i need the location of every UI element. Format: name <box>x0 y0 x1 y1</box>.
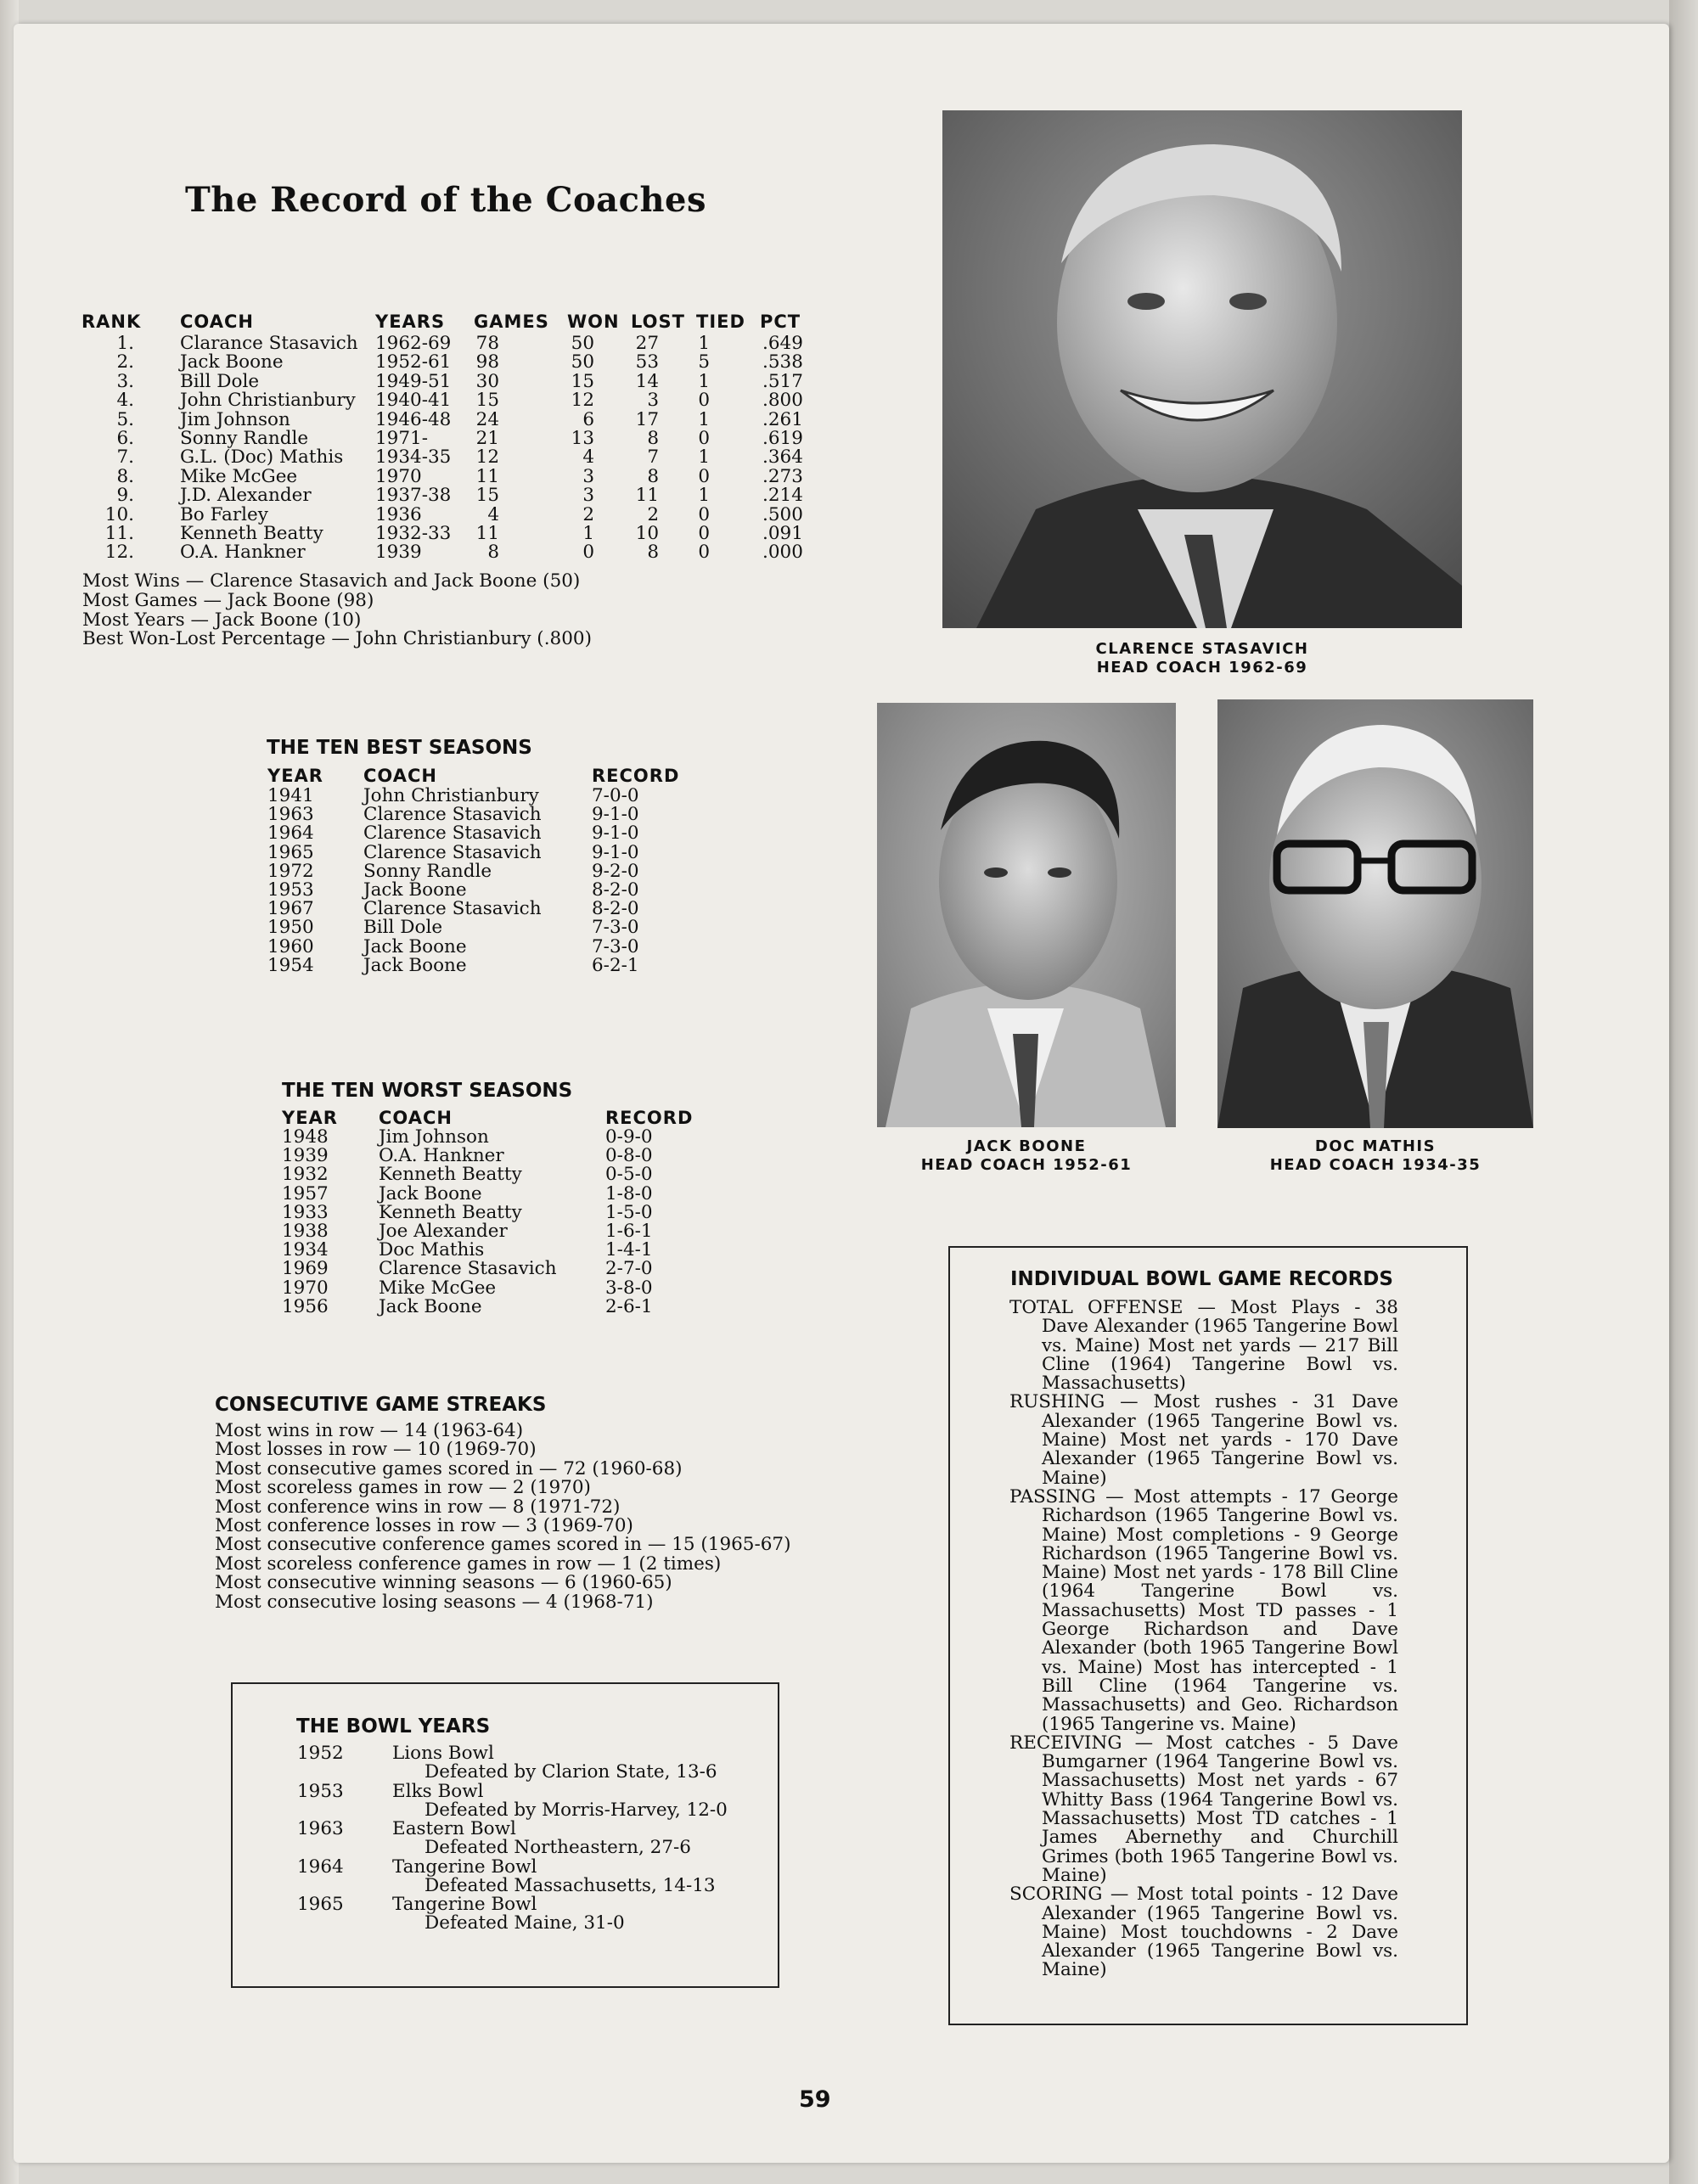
table-cell: 1972 <box>267 860 314 882</box>
table-cell: 1934-35 <box>375 446 452 469</box>
table-cell: 7-3-0 <box>592 935 639 957</box>
streak-line: Most wins in row — 14 (1963-64) <box>215 1420 524 1441</box>
table-cell: 7 <box>647 446 659 469</box>
table-cell: 1-5-0 <box>605 1201 653 1223</box>
summary-line: Most Games — Jack Boone (98) <box>82 589 374 611</box>
coach-table-header-rank: RANK <box>82 312 142 332</box>
table-cell: 17 <box>635 408 659 430</box>
table-cell: 4 <box>582 446 594 469</box>
table-cell: .000 <box>762 542 803 564</box>
table-cell: 1963 <box>267 804 314 826</box>
bowl-record-text: — Most Plays - 38 Dave Alexander (1965 Tangerine Bowl vs. Maine) Most net yards — 217 Bill Cline (1964) Tangerine Bowl vs. Massachusetts) <box>1042 1297 1398 1395</box>
table-cell: 53 <box>635 351 659 373</box>
table-cell: 11 <box>635 485 659 507</box>
table-cell: 0 <box>698 428 710 449</box>
table-cell: 1939 <box>375 542 422 564</box>
table-cell: 13 <box>571 428 594 449</box>
table-cell: 0 <box>698 465 710 487</box>
table-cell: Mike McGee <box>180 465 298 487</box>
table-cell: 8. <box>116 465 134 487</box>
summary-line: Best Won-Lost Percentage — John Christianbury (.800) <box>82 628 592 650</box>
table-cell: .538 <box>762 351 803 373</box>
bowl-record-entry <box>1009 1299 1398 1393</box>
bowl-name: Elks Bowl <box>392 1780 484 1802</box>
best-seasons-heading: THE TEN BEST SEASONS <box>267 737 532 759</box>
caption-name: DOC MATHIS <box>1314 1137 1437 1155</box>
table-cell: 9-1-0 <box>592 823 639 845</box>
table-cell: 1971- <box>375 428 428 449</box>
table-cell: 11. <box>104 523 134 544</box>
table-cell: 10 <box>635 523 659 544</box>
table-cell: Mike McGee <box>379 1277 497 1299</box>
table-cell: Jack Boone <box>363 879 467 901</box>
streak-line: Most consecutive conference games scored in — 15 (1965-67) <box>215 1534 791 1556</box>
table-cell: 1962-69 <box>375 333 452 354</box>
caption-name: CLARENCE STASAVICH <box>1095 640 1309 658</box>
table-cell: .619 <box>762 428 803 449</box>
table-cell: 3 <box>582 465 594 487</box>
table-cell: 15 <box>571 370 594 392</box>
bowl-result: Defeated Northeastern, 27-6 <box>424 1837 691 1859</box>
table-cell: .800 <box>762 390 803 412</box>
bowl-record-category: PASSING <box>1009 1485 1096 1507</box>
table-cell: 1933 <box>282 1201 329 1223</box>
table-cell: .649 <box>762 333 803 354</box>
bowl-result: Defeated by Morris-Harvey, 12-0 <box>424 1799 728 1821</box>
table-cell: 30 <box>475 370 499 392</box>
table-cell: 1932 <box>282 1164 329 1186</box>
table-cell: 2. <box>116 351 134 373</box>
table-cell: 9-1-0 <box>592 804 639 826</box>
table-cell: 10. <box>104 503 134 525</box>
bowl-year: 1964 <box>297 1856 344 1878</box>
table-cell: 1949-51 <box>375 370 452 392</box>
table-cell: 2-7-0 <box>605 1258 653 1280</box>
table-cell: 6. <box>116 428 134 449</box>
bowl-name: Tangerine Bowl <box>392 1894 537 1915</box>
table-cell: .500 <box>762 503 803 525</box>
table-cell: 1946-48 <box>375 408 452 430</box>
table-cell: John Christianbury <box>363 785 539 806</box>
bowl-record-category: RUSHING <box>1009 1391 1105 1413</box>
table-cell: Jack Boone <box>363 954 467 976</box>
table-cell: Sonny Randle <box>180 428 309 449</box>
table-cell: 12. <box>104 542 134 564</box>
streak-line: Most scoreless conference games in row — 1 (2 times) <box>215 1552 722 1575</box>
table-cell: 8 <box>647 428 659 449</box>
table-cell: G.L. (Doc) Mathis <box>180 446 344 469</box>
bowl-records-heading: INDIVIDUAL BOWL GAME RECORDS <box>1010 1268 1393 1290</box>
table-cell: 11 <box>475 465 499 487</box>
table-cell: 2-6-1 <box>605 1295 653 1317</box>
table-cell: 1950 <box>267 917 314 939</box>
streaks-heading: CONSECUTIVE GAME STREAKS <box>215 1394 547 1416</box>
table-cell: 1956 <box>282 1295 329 1317</box>
page-edge <box>1669 0 1698 2184</box>
table-cell: 2 <box>647 503 659 525</box>
table-cell: 3. <box>116 370 134 392</box>
bowl-record-category: RECEIVING <box>1009 1732 1122 1754</box>
table-cell: 1964 <box>267 823 314 845</box>
best_seasons-header-coach: COACH <box>363 766 437 786</box>
worst-seasons-heading: THE TEN WORST SEASONS <box>282 1080 573 1102</box>
photo-clarence-stasavich <box>942 110 1462 628</box>
caption-clarence-stasavich <box>942 640 1462 677</box>
table-cell: 1953 <box>267 879 314 901</box>
coach-table-header-won: WON <box>567 312 620 332</box>
table-cell: 0 <box>698 542 710 564</box>
table-cell: Clarence Stasavich <box>363 823 542 845</box>
table-cell: 7-0-0 <box>592 785 639 806</box>
streak-line: Most consecutive winning seasons — 6 (1960-65) <box>215 1572 672 1594</box>
bowl-record-entry <box>1009 1485 1398 1735</box>
worst_seasons-header-year: YEAR <box>282 1108 338 1128</box>
table-cell: 1936 <box>375 503 422 525</box>
photo-doc-mathis <box>1217 699 1533 1128</box>
bowl-record-text: — Most attempts - 17 George Richardson (1965 Tangerine Bowl vs. Maine) Most completions - 9 George Richardson (1965 Tangerine Bowl vs. Maine) Most net yards - 178 Bill Cline (1964 Tangerine Bowl vs. Massachusetts) Most TD passes - 1 George Richardson and Dave Alexander (both 1965 Tangerine Bowl vs. Maine) Most has intercepted - 1 Bill Cline (1964 Tangerine vs. Massachusetts) and Geo. Richardson (1965 Tangerine vs. Maine) <box>1042 1485 1398 1735</box>
streak-line: Most consecutive games scored in — 72 (1960-68) <box>215 1457 683 1479</box>
table-cell: Jack Boone <box>379 1295 482 1317</box>
bowl-record-entry <box>1009 1734 1398 1885</box>
table-cell: 1939 <box>282 1145 329 1167</box>
coach-table-header-games: GAMES <box>474 312 549 332</box>
page-title: The Record of the Coaches <box>185 180 707 220</box>
table-cell: Kenneth Beatty <box>379 1201 522 1223</box>
bowl-record-text: — Most total points - 12 Dave Alexander (1965 Tangerine Bowl vs. Maine) Most touchdowns - 2 Dave Alexander (1965 Tangerine Bowl vs. Maine) <box>1042 1884 1398 1981</box>
bowl-result: Defeated Massachusetts, 14-13 <box>424 1874 716 1896</box>
table-cell: Sonny Randle <box>363 860 492 882</box>
table-cell: 1970 <box>375 465 422 487</box>
table-cell: Jack Boone <box>363 935 467 957</box>
table-cell: .273 <box>762 465 803 487</box>
streak-line: Most conference wins in row — 8 (1971-72) <box>215 1496 621 1518</box>
table-cell: 1938 <box>282 1221 329 1242</box>
table-cell: 24 <box>475 408 499 430</box>
table-cell: 1937-38 <box>375 485 452 507</box>
table-cell: 98 <box>475 351 499 373</box>
table-cell: 1957 <box>282 1182 329 1204</box>
bowl-record-text: — Most rushes - 31 Dave Alexander (1965 Tangerine Bowl vs. Maine) Most net yards - 170 Dave Alexander (1965 Tangerine Bowl vs. Maine) <box>1042 1391 1398 1489</box>
bowl-name: Tangerine Bowl <box>392 1856 537 1878</box>
table-cell: 1 <box>582 523 594 544</box>
table-cell: .214 <box>762 485 803 507</box>
table-cell: 1952-61 <box>375 351 452 373</box>
table-cell: 1 <box>698 370 710 392</box>
table-cell: Kenneth Beatty <box>180 523 323 544</box>
bowl-record-category: SCORING <box>1009 1884 1103 1906</box>
table-cell: 21 <box>475 428 499 449</box>
table-cell: 1 <box>698 485 710 507</box>
table-cell: 8 <box>647 542 659 564</box>
table-cell: Clarence Stasavich <box>379 1258 557 1280</box>
table-cell: 1934 <box>282 1239 329 1261</box>
bowl-records-body <box>1009 1299 1398 1980</box>
streak-line: Most scoreless games in row — 2 (1970) <box>215 1477 591 1499</box>
table-cell: 1948 <box>282 1126 329 1148</box>
worst_seasons-header-coach: COACH <box>379 1108 453 1128</box>
summary-line: Most Years — Jack Boone (10) <box>82 609 362 631</box>
table-cell: 0 <box>698 503 710 525</box>
table-cell: Bill Dole <box>363 917 443 939</box>
coach-table-header-pct: PCT <box>760 312 801 332</box>
table-cell: 8-2-0 <box>592 879 639 901</box>
bowl-years-heading: THE BOWL YEARS <box>296 1715 491 1738</box>
coach-table-header-years: YEARS <box>375 312 446 332</box>
table-cell: 1970 <box>282 1277 329 1299</box>
bowl-record-entry <box>1009 1393 1398 1487</box>
table-cell: Doc Mathis <box>379 1239 485 1261</box>
table-cell: 0-9-0 <box>605 1126 653 1148</box>
streak-line: Most consecutive losing seasons — 4 (1968-71) <box>215 1591 654 1613</box>
best_seasons-header-record: RECORD <box>592 766 680 786</box>
table-cell: 1 <box>698 446 710 469</box>
table-cell: 14 <box>635 370 659 392</box>
bowl-record-entry <box>1009 1885 1398 1979</box>
table-cell: 5 <box>698 351 710 373</box>
table-cell: 15 <box>475 485 499 507</box>
table-cell: 6-2-1 <box>592 954 639 976</box>
table-cell: 1 <box>698 408 710 430</box>
bowl-record-text: — Most catches - 5 Dave Bumgarner (1964 Tangerine Bowl vs. Massachusetts) Most net yards - 67 Whitty Bass (1964 Tangerine Bowl vs. Massachusetts) Most TD catches - 1 James Abernethy and Churchill Grimes (both 1965 Tangerine Bowl vs. Maine) <box>1042 1732 1398 1886</box>
bowl-name: Eastern Bowl <box>392 1818 516 1839</box>
table-cell: 1-4-1 <box>605 1239 653 1261</box>
table-cell: 2 <box>582 503 594 525</box>
table-cell: 0 <box>582 542 594 564</box>
table-cell: 1-8-0 <box>605 1182 653 1204</box>
table-cell: 8 <box>487 542 499 564</box>
table-cell: 7-3-0 <box>592 917 639 939</box>
table-cell: 0 <box>698 523 710 544</box>
page-number: 59 <box>799 2086 831 2113</box>
table-cell: 1 <box>698 333 710 354</box>
coach-table-header-tied: TIED <box>696 312 745 332</box>
table-cell: Jim Johnson <box>180 408 290 430</box>
table-cell: 1967 <box>267 898 314 920</box>
table-cell: 4 <box>487 503 499 525</box>
table-cell: 1-6-1 <box>605 1221 653 1242</box>
table-cell: 9-1-0 <box>592 841 639 863</box>
table-cell: 11 <box>475 523 499 544</box>
table-cell: 50 <box>571 333 594 354</box>
caption-doc-mathis <box>1217 1137 1533 1175</box>
table-cell: .364 <box>762 446 803 469</box>
table-cell: .261 <box>762 408 803 430</box>
summary-line: Most Wins — Clarence Stasavich and Jack Boone (50) <box>82 570 581 592</box>
table-cell: 1960 <box>267 935 314 957</box>
table-cell: Jack Boone <box>379 1182 482 1204</box>
table-cell: Kenneth Beatty <box>379 1164 522 1186</box>
portrait-image <box>942 110 1462 628</box>
caption-role: HEAD COACH 1952-61 <box>920 1156 1133 1174</box>
table-cell: Joe Alexander <box>379 1221 508 1242</box>
table-cell: 6 <box>582 408 594 430</box>
table-cell: 27 <box>635 333 659 354</box>
bowl-result: Defeated by Clarion State, 13-6 <box>424 1761 717 1783</box>
table-cell: J.D. Alexander <box>180 485 312 507</box>
coach-table-header-lost: LOST <box>631 312 685 332</box>
table-cell: Bill Dole <box>180 370 260 392</box>
bowl-name: Lions Bowl <box>392 1743 494 1764</box>
portrait-image <box>1217 699 1533 1128</box>
caption-jack-boone <box>877 1137 1176 1175</box>
table-cell: 3 <box>647 390 659 412</box>
coach-table-header-coach: COACH <box>180 312 254 332</box>
table-cell: 4. <box>116 390 134 412</box>
table-cell: 1941 <box>267 785 314 806</box>
table-cell: Clarence Stasavich <box>363 898 542 920</box>
bleed-through-texture <box>849 272 869 342</box>
streak-line: Most conference losses in row — 3 (1969-70) <box>215 1515 633 1536</box>
caption-role: HEAD COACH 1934-35 <box>1269 1156 1482 1174</box>
bowl-year: 1953 <box>297 1780 344 1802</box>
table-cell: 1932-33 <box>375 523 452 544</box>
bowl-year: 1963 <box>297 1818 344 1839</box>
table-cell: Clarence Stasavich <box>363 841 542 863</box>
table-cell: 1954 <box>267 954 314 976</box>
table-cell: 12 <box>475 446 499 469</box>
photo-jack-boone <box>877 703 1176 1127</box>
table-cell: 12 <box>571 390 594 412</box>
table-cell: .091 <box>762 523 803 544</box>
best_seasons-header-year: YEAR <box>267 766 323 786</box>
table-cell: 5. <box>116 408 134 430</box>
table-cell: 9-2-0 <box>592 860 639 882</box>
table-cell: 1965 <box>267 841 314 863</box>
table-cell: 3-8-0 <box>605 1277 653 1299</box>
table-cell: 1940-41 <box>375 390 452 412</box>
table-cell: 0-5-0 <box>605 1164 653 1186</box>
table-cell: 50 <box>571 351 594 373</box>
table-cell: Jack Boone <box>180 351 284 373</box>
table-cell: 0 <box>698 390 710 412</box>
table-cell: 78 <box>475 333 499 354</box>
table-cell: Clarance Stasavich <box>180 333 358 354</box>
bowl-year: 1952 <box>297 1743 344 1764</box>
table-cell: Jim Johnson <box>379 1126 489 1148</box>
table-cell: 9. <box>116 485 134 507</box>
table-cell: 1. <box>116 333 134 354</box>
table-cell: Clarence Stasavich <box>363 804 542 826</box>
bowl-year: 1965 <box>297 1894 344 1915</box>
table-cell: 8-2-0 <box>592 898 639 920</box>
table-cell: O.A. Hankner <box>180 542 306 564</box>
streak-line: Most losses in row — 10 (1969-70) <box>215 1439 537 1461</box>
table-cell: 15 <box>475 390 499 412</box>
caption-name: JACK BOONE <box>966 1137 1087 1155</box>
table-cell: .517 <box>762 370 803 392</box>
table-cell: John Christianbury <box>180 390 356 412</box>
table-cell: 7. <box>116 446 134 469</box>
bowl-record-category: TOTAL OFFENSE <box>1009 1297 1184 1318</box>
worst_seasons-header-record: RECORD <box>605 1108 694 1128</box>
table-cell: 0-8-0 <box>605 1145 653 1167</box>
bowl-result: Defeated Maine, 31-0 <box>424 1912 625 1934</box>
table-cell: 8 <box>647 465 659 487</box>
table-cell: O.A. Hankner <box>379 1145 504 1167</box>
table-cell: 1969 <box>282 1258 329 1280</box>
table-cell: 3 <box>582 485 594 507</box>
caption-role: HEAD COACH 1962-69 <box>1096 659 1308 677</box>
table-cell: Bo Farley <box>180 503 268 525</box>
portrait-image <box>877 703 1176 1127</box>
